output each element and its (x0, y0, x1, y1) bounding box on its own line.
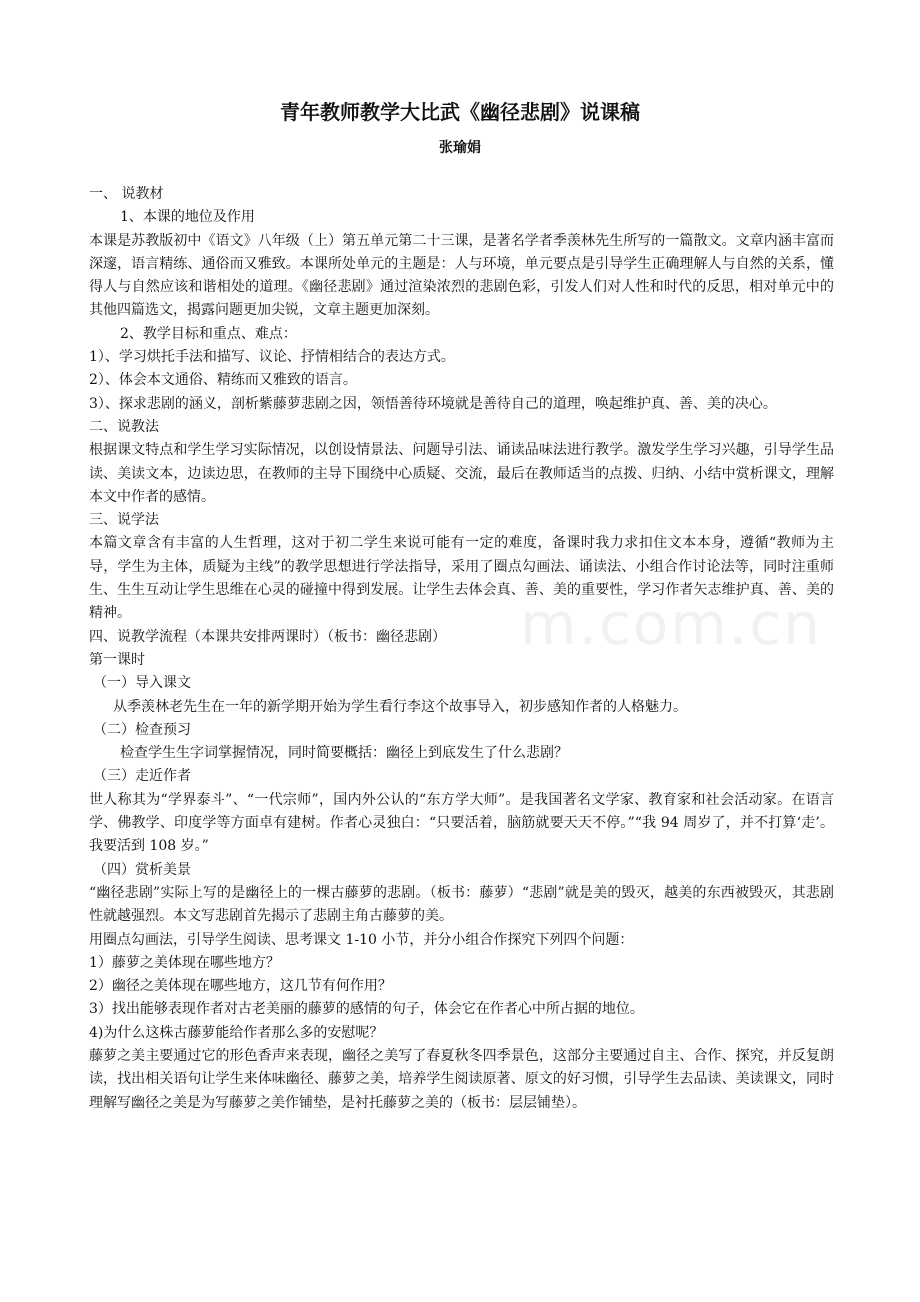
step-heading: （一）导入课文 (93, 675, 191, 692)
step-heading: （四）赏析美景 (93, 861, 191, 878)
list-item: 3）找出能够表现作者对古老美丽的藤萝的感情的句子，体会它在作者心中所占据的地位。 (89, 1001, 644, 1018)
document-title: 青年教师教学大比武《幽径悲剧》说课稿 (280, 100, 640, 124)
paragraph: 世人称其为“学界泰斗”、“一代宗师”，国内外公认的“东方学大师”。是我国著名文学家、教育家和社会活动家。在语言学、佛教学、印度学等方面卓有建树。作者心灵独白：“只要活着，脑筋就要天天不停。”“我 94 周岁了，并不打算‘走’。我要活到 108 岁。” (89, 791, 834, 855)
paragraph: 从季羡林老先生在一年的新学期开始为学生看行李这个故事导入，初步感知作者的人格魅力。 (113, 698, 687, 715)
list-item: 2）幽径之美体现在哪些地方，这几节有何作用？ (89, 978, 392, 995)
subsection-heading: 2、教学目标和重点、难点： (120, 325, 297, 342)
list-item: 4)为什么这株古藤萝能给作者那么多的安慰呢？ (89, 1024, 384, 1041)
section-heading-2: 二、说教法 (89, 418, 159, 435)
watermark: m.com.cn (520, 590, 822, 658)
paragraph: 根据课文特点和学生学习实际情况，以创设情景法、问题导引法、诵读品味法进行教学。激发学生学习兴趣，引导学生品读、美读文本，边读边思，在教师的主导下围绕中心质疑、交流，最后在教师适当的点拨、归纳、小结中赏析课文，理解本文中作者的感情。 (89, 442, 834, 505)
document-author: 张瑜娟 (439, 140, 481, 156)
section-heading-4: 四、说教学流程（本课共安排两课时）（板书：幽径悲剧） (89, 628, 446, 645)
lesson-heading: 第一课时 (89, 651, 145, 668)
section-heading-1: 一、 说教材 (89, 186, 164, 202)
step-heading: （三）走近作者 (93, 768, 191, 785)
paragraph: 检查学生生字词掌握情况，同时简要概括：幽径上到底发生了什么悲剧？ (120, 745, 568, 762)
list-item: 2）、体会本文通俗、精练而又雅致的语言。 (89, 372, 357, 389)
paragraph: 用圈点勾画法，引导学生阅读、思考课文 1-10 小节，并分小组合作探究下列四个问题： (89, 931, 634, 948)
document-body (89, 183, 834, 1115)
paragraph: 本课是苏教版初中《语文》八年级（上）第五单元第二十三课，是著名学者季羡林先生所写的一篇散文。文章内涵丰富而深邃，语言精练、通俗而又雅致。本课所处单元的主题是：人与环境，单元要点是引导学生正确理解人与自然的关系，懂得人与自然应该和谐相处的道理。《幽径悲剧》通过渲染浓烈的悲剧色彩，引发人们对人性和时代的反思，相对单元中的其他四篇选文，揭露问题更加尖锐，文章主题更加深刻。 (89, 232, 834, 319)
section-heading-3: 三、说学法 (89, 512, 159, 529)
paragraph: 本篇文章含有丰富的人生哲理，这对于初二学生来说可能有一定的难度，备课时我力求扣住文本本身，遵循“教师为主导，学生为主体，质疑为主线”的教学思想进行学法指导，采用了圈点勾画法、诵读法、小组合作讨论法等，同时注重师生、生生互动让学生思维在心灵的碰撞中得到发展。让学生去体会真、善、美的重要性，学习作者矢志维护真、善、美的精神。 (89, 535, 834, 622)
step-heading: （二）检查预习 (93, 721, 191, 738)
list-item: 1）藤萝之美体现在哪些地方？ (89, 954, 280, 971)
list-item: 3）、探求悲剧的涵义，剖析紫藤萝悲剧之因，领悟善待环境就是善待自己的道理，唤起维护真、善、美的决心。 (89, 395, 777, 412)
paragraph: 藤萝之美主要通过它的形色香声来表现，幽径之美写了春夏秋冬四季景色，这部分主要通过自主、合作、探究，并反复朗读，找出相关语句让学生来体味幽径、藤萝之美，培养学生阅读原著、原文的好习惯，引导学生去品读、美读课文，同时理解写幽径之美是为写藤萝之美作铺垫，是衬托藤萝之美的（板书：层层铺垫）。 (89, 1047, 834, 1111)
list-item: 1）、学习烘托手法和描写、议论、抒情相结合的表达方式。 (89, 349, 455, 366)
subsection-heading: 1、本课的地位及作用 (120, 209, 255, 226)
paragraph: “幽径悲剧”实际上写的是幽径上的一棵古藤萝的悲剧。（板书：藤萝）“悲剧”就是美的毁灭，越美的东西被毁灭，其悲剧性就越强烈。本文写悲剧首先揭示了悲剧主角古藤萝的美。 (89, 884, 834, 925)
